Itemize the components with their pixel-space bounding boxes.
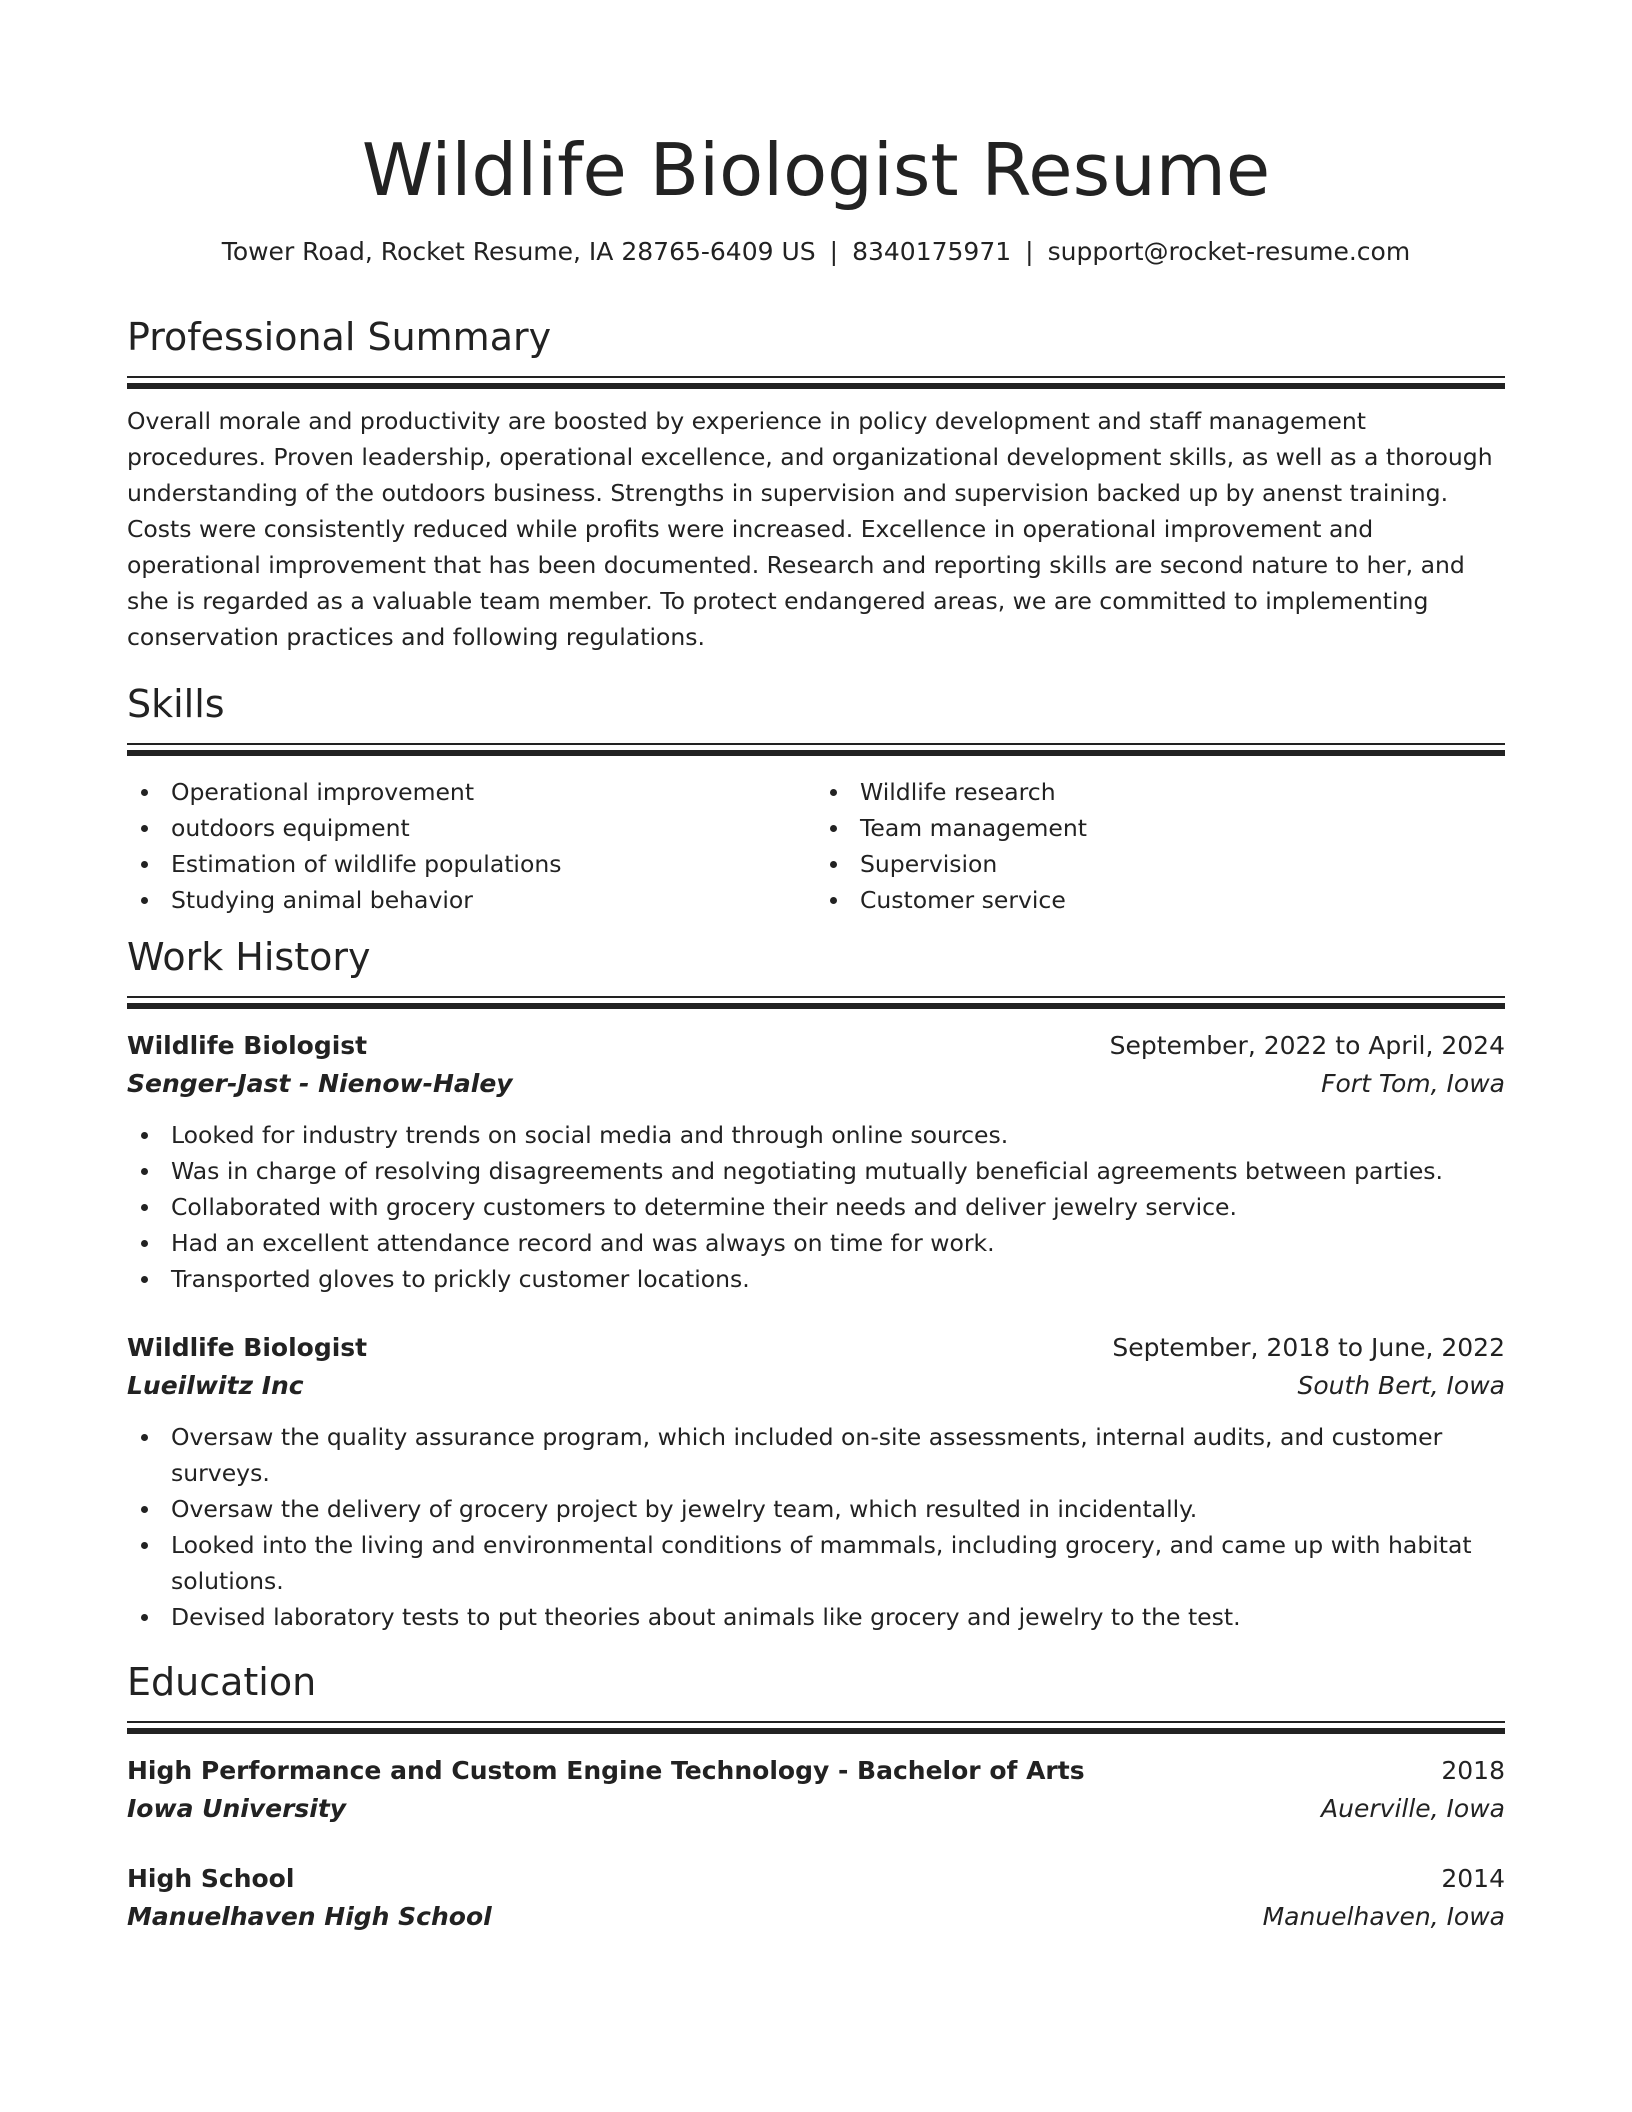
graduation-year: 2018 bbox=[1441, 1755, 1505, 1785]
job-location: Fort Tom, Iowa bbox=[1321, 1068, 1505, 1098]
job-subheader bbox=[127, 1367, 1505, 1405]
education-subheader bbox=[127, 1790, 1505, 1828]
skill-item: Customer service bbox=[816, 882, 1505, 918]
skills-column-left bbox=[127, 774, 816, 918]
resume-title: Wildlife Biologist Resume bbox=[361, 128, 1271, 212]
skill-item: Team management bbox=[816, 810, 1505, 846]
job-duty: Transported gloves to prickly customer locations. bbox=[127, 1261, 1505, 1297]
job-duty: Devised laboratory tests to put theories about animals like grocery and jewelry to the test. bbox=[127, 1599, 1505, 1635]
school-name: Iowa University bbox=[127, 1793, 347, 1823]
contact-separator: | bbox=[1025, 237, 1034, 266]
section-heading-education: Education bbox=[127, 1659, 317, 1704]
job-entry bbox=[127, 1027, 1505, 1297]
job-dates: September, 2018 to June, 2022 bbox=[1112, 1332, 1505, 1362]
education-header bbox=[127, 1860, 1505, 1898]
degree: High School bbox=[127, 1863, 295, 1893]
job-duty: Had an excellent attendance record and was always on time for work. bbox=[127, 1225, 1505, 1261]
skills-section bbox=[127, 679, 1505, 918]
job-header bbox=[127, 1329, 1505, 1367]
section-divider bbox=[127, 743, 1505, 745]
section-divider bbox=[127, 750, 1505, 756]
job-duty: Collaborated with grocery customers to determine their needs and deliver jewelry service. bbox=[127, 1189, 1505, 1225]
contact-line bbox=[127, 236, 1505, 268]
job-duty: Oversaw the delivery of grocery project by jewelry team, which resulted in incidentally. bbox=[127, 1491, 1505, 1527]
job-duty: Oversaw the quality assurance program, which included on-site assessments, internal audits, and customer surveys. bbox=[127, 1419, 1505, 1491]
school-name: Manuelhaven High School bbox=[127, 1901, 492, 1931]
job-title: Wildlife Biologist bbox=[127, 1030, 368, 1060]
section-heading-work-history: Work History bbox=[127, 934, 371, 979]
job-duty: Was in charge of resolving disagreements and negotiating mutually beneficial agreements between parties. bbox=[127, 1153, 1505, 1189]
job-header bbox=[127, 1027, 1505, 1065]
job-entry bbox=[127, 1329, 1505, 1635]
skills-column-right bbox=[816, 774, 1505, 918]
job-dates: September, 2022 to April, 2024 bbox=[1109, 1030, 1505, 1060]
summary-text: Overall morale and productivity are boosted by experience in policy development and staff management procedures. Proven leadership, operational excellence, and organizational development skills, as well as a thorough understanding of the outdoors business. Strengths in supervision and supervision backed up by anenst training. Costs were consistently reduced while profits were increased. Excellence in operational improvement and operational improvement that has been documented. Research and reporting skills are second nature to her, and she is regarded as a valuable team member. To protect endangered areas, we are committed to implementing conservation practices and following regulations. bbox=[127, 407, 1493, 651]
skill-item: Operational improvement bbox=[127, 774, 816, 810]
skill-item: Studying animal behavior bbox=[127, 882, 816, 918]
job-subheader bbox=[127, 1065, 1505, 1103]
section-heading-skills: Skills bbox=[127, 681, 225, 726]
degree: High Performance and Custom Engine Technology - Bachelor of Arts bbox=[127, 1755, 1085, 1785]
address: Tower Road, Rocket Resume, IA 28765-6409 US bbox=[221, 237, 816, 266]
graduation-year: 2014 bbox=[1441, 1863, 1505, 1893]
education-entry bbox=[127, 1860, 1505, 1936]
skill-item: Wildlife research bbox=[816, 774, 1505, 810]
job-duty: Looked into the living and environmental conditions of mammals, including grocery, and came up with habitat solutions. bbox=[127, 1527, 1505, 1599]
section-divider bbox=[127, 376, 1505, 378]
job-location: South Bert, Iowa bbox=[1297, 1370, 1505, 1400]
section-divider bbox=[127, 1728, 1505, 1734]
education-entry bbox=[127, 1752, 1505, 1828]
skill-item: Estimation of wildlife populations bbox=[127, 846, 816, 882]
job-duties bbox=[127, 1419, 1505, 1635]
section-divider bbox=[127, 996, 1505, 998]
education-section bbox=[127, 1657, 1505, 1936]
work-history-section bbox=[127, 932, 1505, 1635]
job-duties bbox=[127, 1117, 1505, 1297]
email: support@rocket-resume.com bbox=[1047, 237, 1411, 266]
section-divider bbox=[127, 1721, 1505, 1723]
job-company: Lueilwitz Inc bbox=[127, 1370, 304, 1400]
skill-item: outdoors equipment bbox=[127, 810, 816, 846]
phone: 8340175971 bbox=[852, 237, 1012, 266]
job-company: Senger-Jast - Nienow-Haley bbox=[127, 1068, 513, 1098]
skill-item: Supervision bbox=[816, 846, 1505, 882]
school-location: Auerville, Iowa bbox=[1321, 1793, 1505, 1823]
summary-section bbox=[127, 312, 1505, 655]
education-subheader bbox=[127, 1898, 1505, 1936]
job-duty: Looked for industry trends on social media and through online sources. bbox=[127, 1117, 1505, 1153]
skills-list bbox=[127, 774, 1505, 918]
section-heading-summary: Professional Summary bbox=[127, 315, 552, 359]
school-location: Manuelhaven, Iowa bbox=[1262, 1901, 1505, 1931]
contact-separator: | bbox=[829, 237, 839, 266]
section-divider bbox=[127, 383, 1505, 389]
education-header bbox=[127, 1752, 1505, 1790]
section-divider bbox=[127, 1003, 1505, 1009]
job-title: Wildlife Biologist bbox=[127, 1332, 368, 1362]
